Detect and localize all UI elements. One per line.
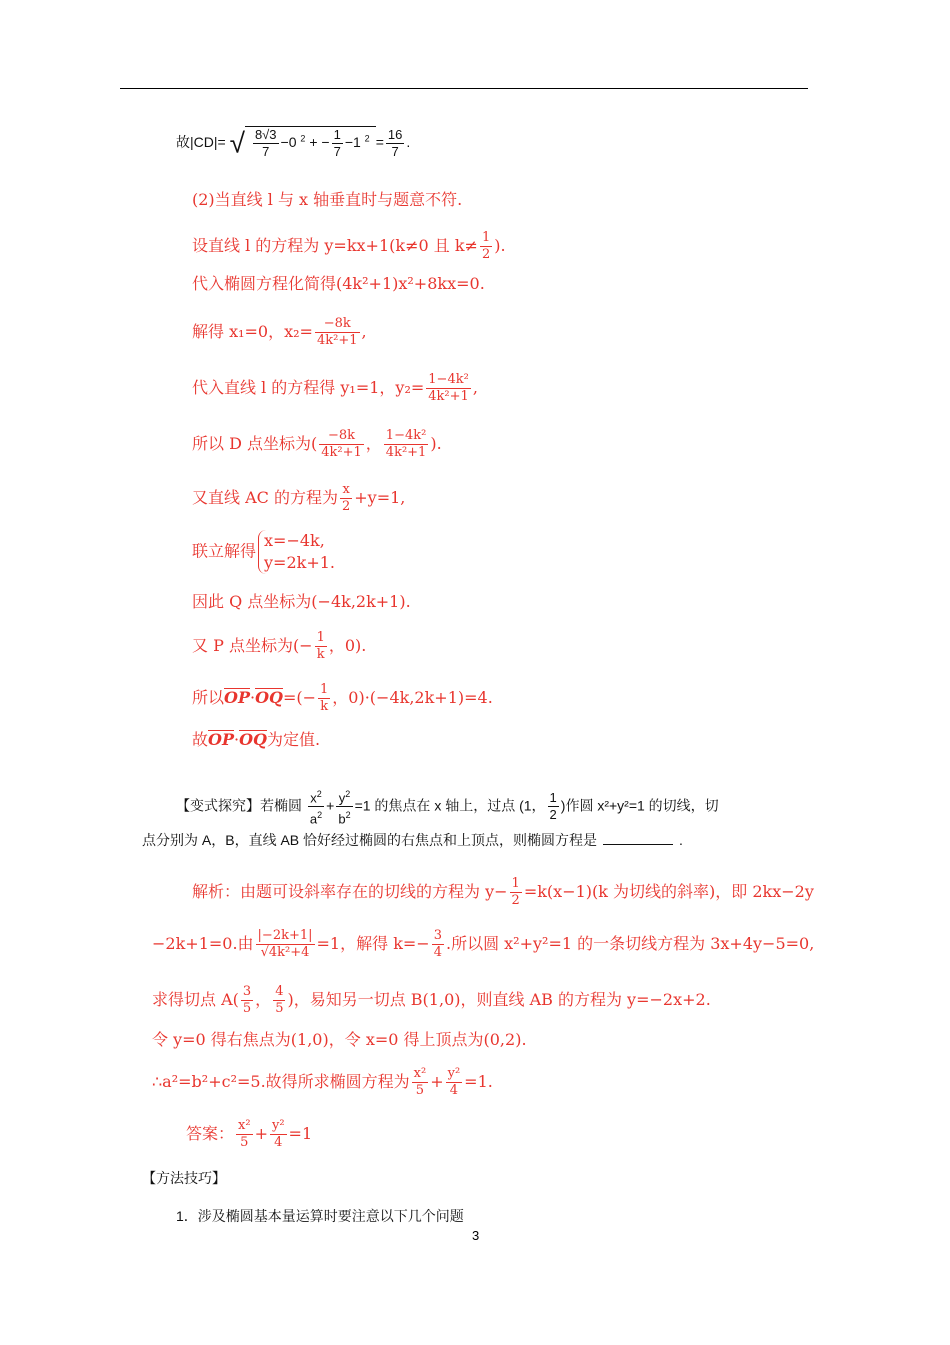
solution-line-1: (2)当直线 l 与 x 轴垂直时与题意不符.: [192, 190, 463, 209]
frac-num: 8√3: [254, 127, 277, 142]
frac-den: 4: [433, 945, 442, 960]
problem-line-1: 【变式探究】若椭圆 $\frac{x^2}{a^2}$ + $\frac{y^2}{b^2}$ =1 的焦点在 x 轴上，过点 (1， $\frac{1}{2}$ )作圆 x²+y²=1 的切线，切: [176, 786, 719, 828]
frac-num: y²: [271, 1118, 285, 1133]
formula-exp: 2: [364, 133, 370, 144]
sqrt-sign: √: [229, 127, 245, 159]
frac-num: x: [340, 482, 352, 499]
method-heading: 【方法技巧】: [142, 1170, 226, 1186]
formula-lead: 故|CD|=: [176, 134, 226, 151]
analysis-line-1: [192, 876, 814, 909]
frac-den: 4k²+1: [385, 445, 427, 460]
frac-den: 2: [481, 247, 491, 262]
frac-den: k: [320, 699, 329, 714]
vector-oq: OQ: [255, 688, 283, 707]
text: 代入直线 l 的方程得 y₁=1，y₂=: [192, 378, 425, 397]
formula-exp: 2: [300, 133, 306, 144]
text: =(−: [282, 688, 317, 707]
solution-line-12: [192, 730, 320, 750]
frac-num: |−2k+1|: [257, 928, 313, 943]
frac-den: 4k²+1: [321, 445, 362, 460]
text: 所以 D 点坐标为(: [192, 434, 318, 453]
text: 为定值.: [266, 730, 321, 749]
text: 答案：: [186, 1124, 235, 1143]
text: ).: [494, 236, 506, 255]
frac-den: k: [316, 647, 325, 662]
analysis-line-5: [152, 1066, 493, 1099]
text: .: [679, 832, 683, 848]
frac-num: 16: [387, 127, 403, 142]
text: 点分别为 A，B，直线 AB 恰好经过椭圆的右焦点和上顶点，则椭圆方程是: [142, 832, 598, 848]
frac-num: 3: [433, 928, 442, 943]
text: 联立解得: [192, 541, 257, 561]
text: )，易知另一切点 B(1,0)，则直线 AB 的方程为 y=−2x+2.: [287, 990, 711, 1009]
page-number: 3: [472, 1228, 480, 1243]
text: ,: [472, 378, 478, 397]
cd-length-formula: [176, 126, 410, 160]
frac-den: 2: [511, 893, 520, 908]
text: 又直线 AC 的方程为: [192, 488, 338, 507]
text: ∴a²=b²+c²=5.故得所求椭圆方程为: [152, 1072, 410, 1091]
frac-num: 1: [320, 682, 329, 697]
vector-oq: OQ: [239, 730, 267, 749]
text: )作圆 x²+y²=1 的切线，切: [560, 797, 719, 814]
answer-blank: [603, 844, 673, 845]
frac-den: 7: [262, 144, 270, 159]
frac-num: 1: [511, 876, 520, 891]
problem-line-2: [142, 830, 683, 850]
frac-num: 1: [549, 790, 557, 806]
text: 解析：由题可设斜率存在的切线的方程为 y−: [192, 882, 508, 901]
header-rule: [120, 88, 808, 89]
vector-op: OP: [224, 688, 250, 707]
solution-line-2: [192, 230, 506, 263]
text: ·: [249, 688, 256, 707]
frac-num: y: [338, 790, 346, 806]
text: ·: [233, 730, 240, 749]
frac-num: 1−4k²: [385, 428, 427, 443]
text: 设直线 l 的方程为 y=kx+1(k≠0 且 k≠: [192, 236, 478, 255]
formula-part: =: [375, 134, 384, 151]
frac-num: 1: [333, 127, 341, 142]
frac-den: 2: [549, 807, 557, 823]
text: 解得 x₁=0，x₂=: [192, 322, 313, 341]
text: −2k+1=0.由: [152, 934, 254, 953]
formula-part: −0: [280, 134, 297, 151]
frac-num: y²: [447, 1066, 461, 1081]
analysis-line-4: 令 y=0 得右焦点为(1,0)，令 x=0 得上顶点为(0,2).: [152, 1030, 527, 1049]
formula-part: +: [309, 134, 318, 151]
frac-num: x²: [413, 1066, 427, 1081]
frac-num: 1: [316, 630, 325, 645]
analysis-line-2: [152, 928, 814, 961]
frac-den: √4k²+4: [260, 945, 310, 960]
text: +y=1,: [354, 488, 406, 507]
formula-part: −1: [344, 134, 361, 151]
solution-line-11: [192, 682, 493, 715]
vector-op: OP: [208, 730, 234, 749]
text: .所以圆 x²+y²=1 的一条切线方程为 3x+4y−5=0,: [445, 934, 815, 953]
text: =1 的焦点在 x 轴上，过点 (1，: [354, 797, 546, 814]
text: 【变式探究】若椭圆: [176, 797, 302, 814]
frac-den: 5: [275, 1001, 284, 1016]
text: +: [326, 797, 335, 814]
frac-den: b: [338, 811, 346, 827]
text: =1，解得 k=−: [316, 934, 430, 953]
text: ，0)·(−4k,2k+1)=4.: [332, 688, 493, 707]
frac-den: a: [309, 811, 318, 827]
text: ，: [255, 990, 272, 1009]
solution-line-8: [192, 530, 335, 574]
frac-num: x²: [238, 1118, 251, 1133]
frac-num: x: [310, 790, 317, 806]
answer-line: [186, 1118, 312, 1151]
text: ,: [361, 322, 367, 341]
equation: x=−4k,: [264, 531, 325, 550]
frac-den: 4k²+1: [316, 333, 358, 348]
frac-num: 1−4k²: [428, 372, 469, 387]
frac-num: 4: [275, 984, 284, 999]
solution-line-4: [192, 316, 367, 349]
text: 故: [192, 730, 209, 749]
text: =1.: [464, 1072, 493, 1091]
text: +: [254, 1124, 268, 1143]
solution-line-9: 因此 Q 点坐标为(−4k,2k+1).: [192, 592, 411, 611]
text: =k(x−1)(k 为切线的斜率)，即 2kx−2y: [523, 882, 814, 901]
text: =1: [288, 1124, 313, 1143]
solution-line-7: [192, 482, 405, 515]
frac-den: 5: [240, 1135, 249, 1150]
frac-den: 4k²+1: [428, 389, 469, 404]
frac-den: 5: [242, 1001, 252, 1016]
text: ).: [430, 434, 442, 453]
frac-num: 3: [242, 984, 252, 999]
formula-part: −: [321, 134, 330, 151]
text: ，0).: [328, 636, 367, 655]
frac-num: −8k: [315, 316, 360, 333]
text: 所以: [192, 688, 225, 707]
equation: y=2k+1.: [264, 553, 336, 572]
solution-line-10: [192, 630, 366, 663]
text: +: [430, 1072, 444, 1091]
formula-part: .: [406, 134, 411, 151]
text: 求得切点 A(: [152, 990, 239, 1009]
solution-line-6: [192, 428, 442, 461]
frac-den: 4: [449, 1083, 459, 1098]
frac-num: −8k: [319, 428, 364, 445]
solution-line-3: 代入椭圆方程化简得(4k²+1)x²+8kx=0.: [192, 274, 485, 293]
method-item-1: 1．涉及椭圆基本量运算时要注意以下几个问题: [176, 1208, 464, 1224]
frac-den: 5: [415, 1083, 425, 1098]
solution-line-5: [192, 372, 478, 405]
text: 又 P 点坐标为(−: [192, 636, 313, 655]
frac-den: 4: [274, 1135, 283, 1150]
equation-system: [258, 530, 335, 574]
frac-num: 1: [481, 230, 491, 245]
frac-den: 7: [333, 144, 341, 159]
text: ，: [365, 434, 382, 453]
frac-den: 2: [341, 499, 351, 514]
analysis-line-3: [152, 984, 711, 1017]
frac-den: 7: [391, 144, 399, 159]
